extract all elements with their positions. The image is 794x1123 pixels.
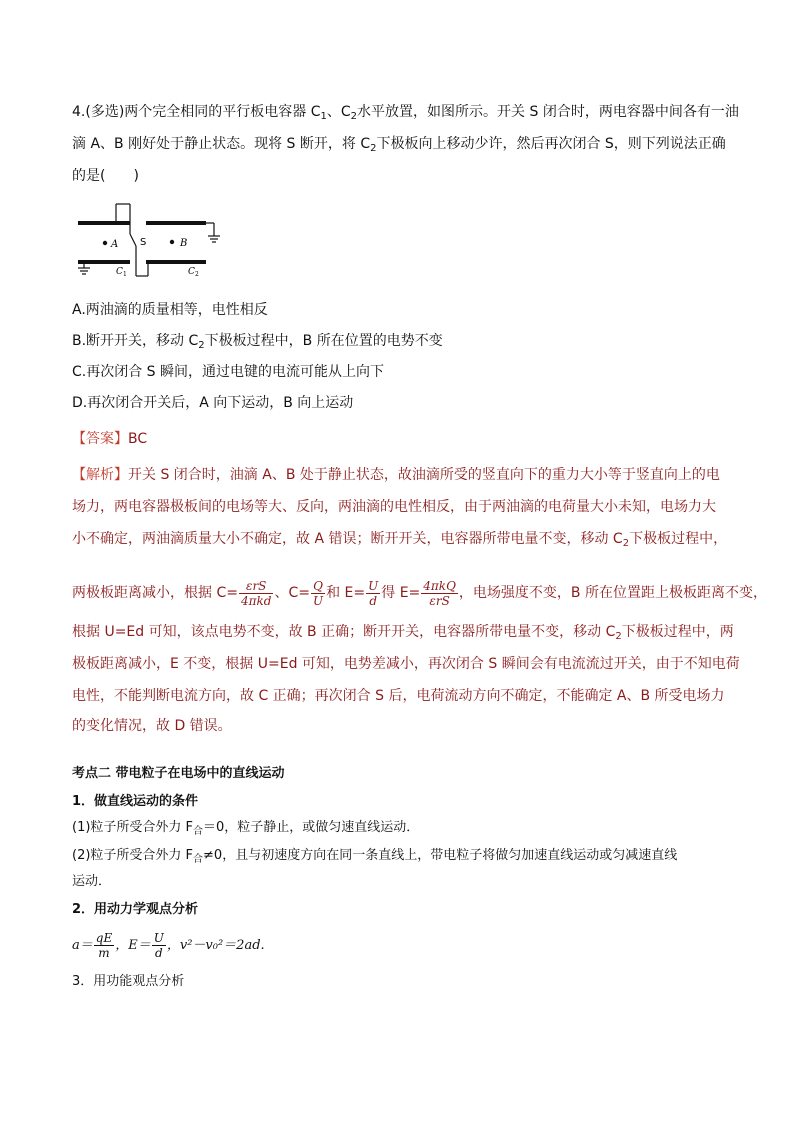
section-heading-1: 1．做直线运动的条件 <box>72 794 199 809</box>
analysis-line-4: 两极板距离减小，根据 C= $\frac{\text{εrS}}{\text{4πkd}}$ 、C= $\frac{Q}{U}$ 和 E= $\frac{U}{d}$ 得 E= $\frac{\text{4πkQ}}{\text{εrS}}$ ，电场强度不变，B 所在位置距上极板距离不变， <box>72 578 767 608</box>
label-c1-sub: 1 <box>123 271 127 278</box>
answer-value: BC <box>128 431 148 447</box>
answer-tag: 【答案】 <box>72 431 128 447</box>
section-heading-3: 3．用功能观点分析 <box>72 974 185 989</box>
analysis-line-1: 【解析】开关 S 闭合时，油滴 A、B 处于静止状态，故油滴所受的竖直向下的重力大小等于竖直向上的电 <box>72 467 720 483</box>
analysis-tag: 【解析】 <box>72 467 128 483</box>
label-c1: C <box>116 267 123 277</box>
formula-capacitance: $\frac{\text{εrS}}{\text{4πkd}}$ <box>240 578 272 608</box>
label-c2: C <box>188 267 195 277</box>
option-d: D.再次闭合开关后，A 向下运动，B 向上运动 <box>72 395 354 411</box>
question-line-2: 滴 A、B 刚好处于静止状态。现将 S 断开，将 $C_2$下极板向上移动少许，然后再次闭合 S，则下列说法正确 <box>72 136 726 154</box>
question-line-3: 的是( ) <box>72 168 139 184</box>
formula-qe-over-m: $\frac{qE}{m}$ <box>95 931 113 960</box>
formula-field-strength: $\frac{\text{4πkQ}}{\text{εrS}}$ <box>423 578 456 608</box>
analysis-line-2: 场力，两电容器极板间的电场等大、反向，两油滴的电性相反，由于两油滴的电荷量大小未知，电场力大 <box>72 499 716 515</box>
capacitor-circuit-figure <box>72 196 222 280</box>
analysis-line-8: 的变化情况，故 D 错误。 <box>72 718 232 734</box>
formula-u-over-d: $\frac{U}{d}$ <box>368 578 379 608</box>
formula-u-over-d-2: $\frac{U}{d}$ <box>153 931 164 960</box>
section-title: 考点二 带电粒子在电场中的直线运动 <box>72 766 285 781</box>
section-para-1: (1)粒子所受合外力 $F_合=0$，粒子静止，或做匀速直线运动． <box>72 820 420 837</box>
label-c2-sub: 2 <box>195 271 199 278</box>
analysis-line-7: 电性，不能判断电流方向，故 C 正确；再次闭合 S 后，电荷流动方向不确定，不能确定 A、B 所受电场力 <box>72 688 725 704</box>
label-a: A <box>111 239 119 250</box>
section-para-2: (2)粒子所受合外力 $F_合\ne 0$，且与初速度方向在同一条直线上，带电粒子将做匀加速直线运动或匀减速直线 <box>72 848 678 865</box>
option-a: A.两油滴的质量相等，电性相反 <box>72 302 268 318</box>
droplet-a-dot <box>103 241 107 245</box>
section-heading-2: 2．用动力学观点分析 <box>72 902 199 917</box>
kinematics-equation: a＝ $\frac{qE}{m}$ ，E＝ $\frac{U}{d}$ ，v²－v₀²＝2ad. <box>72 931 265 960</box>
option-b: B.断开开关，移动 $C_2$下极板过程中，B 所在位置的电势不变 <box>72 333 443 351</box>
label-b: B <box>180 238 188 249</box>
section-para-2-cont: 运动． <box>72 874 112 889</box>
option-c: C.再次闭合 S 瞬间，通过电键的电流可能从上向下 <box>72 364 385 380</box>
droplet-b-dot <box>170 240 174 244</box>
label-s: S <box>140 237 147 248</box>
answer-line <box>72 429 147 449</box>
analysis-line-6: 极板距离减小，E 不变，根据 U=Ed 可知，电势差减小，再次闭合 S 瞬间会有电流流过开关，由于不知电荷 <box>72 656 740 672</box>
formula-q-over-u: $\frac{Q}{U}$ <box>312 578 324 608</box>
analysis-line-3: 小不确定，两油滴质量大小不确定，故 A 错误；断开开关，电容器所带电量不变，移动 $C_2$下极板过程中， <box>72 531 728 549</box>
question-line-1: 4.(多选)两个完全相同的平行板电容器 $C_1$、$C_2$水平放置，如图所示。开关 S 闭合时，两电容器中间各有一油 <box>72 104 739 122</box>
analysis-line-5: 根据 U=Ed 可知，该点电势不变，故 B 正确；断开开关，电容器所带电量不变，移动 $C_2$下极板过程中，两 <box>72 624 734 642</box>
